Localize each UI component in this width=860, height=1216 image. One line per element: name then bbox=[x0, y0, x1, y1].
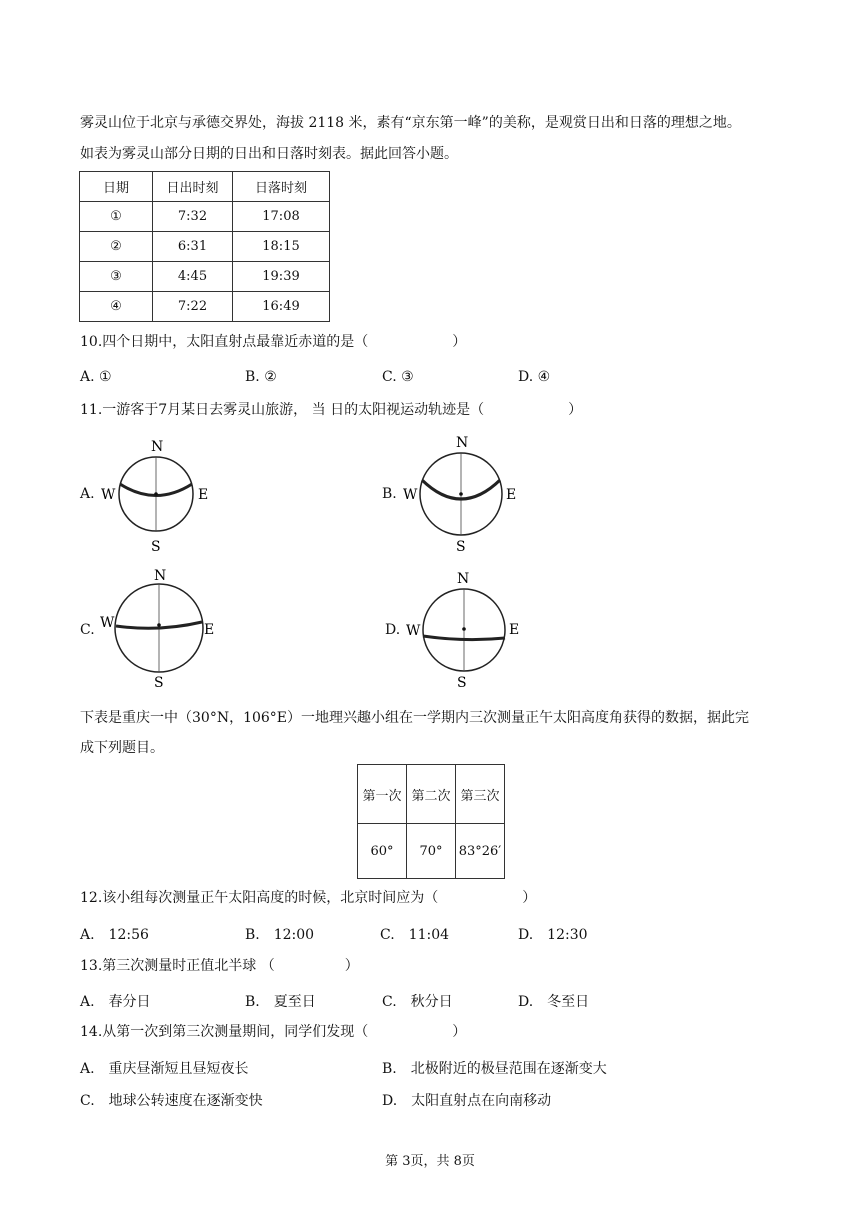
q13-option-c[interactable]: C. 秋分日 bbox=[382, 994, 453, 1010]
q11-option-a-label[interactable]: A. bbox=[80, 486, 95, 502]
q10-option-b[interactable]: B. ② bbox=[245, 369, 277, 385]
table-cell: 7:22 bbox=[153, 292, 233, 322]
sun-altitude-table bbox=[357, 764, 505, 879]
sun-path-diagram-d[interactable] bbox=[402, 566, 532, 690]
q11-option-c-label[interactable]: C. bbox=[80, 622, 95, 638]
intro2-line-1: 下表是重庆一中（30°N，106°E）一地理兴趣小组在一学期内三次测量正午太阳高度角获得的数据，据此完 bbox=[80, 710, 750, 726]
table-row bbox=[80, 232, 330, 262]
table-cell: 83°26′ bbox=[456, 824, 505, 879]
table-header-row bbox=[358, 765, 505, 824]
intro-line-1: 雾灵山位于北京与承德交界处，海拔 2118 米，素有“京东第一峰”的美称，是观赏日出和日落的理想之地。 bbox=[80, 115, 741, 131]
q13-option-d[interactable]: D. 冬至日 bbox=[518, 994, 590, 1010]
sun-path-diagram-b[interactable] bbox=[398, 430, 528, 556]
south-label: S bbox=[154, 675, 164, 690]
page-footer: 第 3页，共 8页 bbox=[385, 1154, 475, 1169]
observer-dot bbox=[157, 623, 161, 627]
table-cell: 4:45 bbox=[153, 262, 233, 292]
q14-option-b[interactable]: B. 北极附近的极昼范围在逐渐变大 bbox=[382, 1061, 607, 1077]
q11-option-b-label[interactable]: B. bbox=[382, 486, 397, 502]
west-label: W bbox=[406, 623, 421, 639]
table-cell: 7:32 bbox=[153, 202, 233, 232]
q11-option-d-label[interactable]: D. bbox=[385, 622, 401, 638]
question-10-stem: 10.四个日期中，太阳直射点最靠近赤道的是（ ） bbox=[80, 334, 467, 350]
sun-path-diagram-c[interactable] bbox=[96, 566, 226, 690]
table-header-cell: 日落时刻 bbox=[233, 172, 330, 202]
sunrise-sunset-table bbox=[79, 171, 330, 322]
q13-option-a[interactable]: A. 春分日 bbox=[80, 994, 151, 1010]
q10-option-c[interactable]: C. ③ bbox=[382, 369, 414, 385]
north-label: N bbox=[456, 435, 469, 451]
table-row bbox=[80, 292, 330, 322]
west-label: W bbox=[100, 615, 115, 631]
question-14-stem: 14.从第一次到第三次测量期间，同学们发现（ ） bbox=[80, 1024, 467, 1040]
q10-option-d[interactable]: D. ④ bbox=[518, 369, 551, 385]
q12-option-d[interactable]: D. 12:30 bbox=[518, 927, 588, 943]
intro2-line-2: 成下列题目。 bbox=[80, 740, 164, 756]
table-cell: 6:31 bbox=[153, 232, 233, 262]
table-row bbox=[358, 824, 505, 879]
east-label: E bbox=[509, 622, 520, 638]
q14-option-c[interactable]: C. 地球公转速度在逐渐变快 bbox=[80, 1093, 263, 1109]
q14-option-a[interactable]: A. 重庆昼渐短且昼短夜长 bbox=[80, 1061, 249, 1077]
table-cell: ③ bbox=[80, 262, 153, 292]
west-label: W bbox=[403, 487, 418, 503]
q12-option-c[interactable]: C. 11:04 bbox=[380, 927, 450, 943]
sun-path-diagram-a[interactable] bbox=[96, 432, 226, 556]
table-header-cell: 第三次 bbox=[456, 765, 505, 824]
north-label: N bbox=[457, 571, 470, 587]
table-header-cell: 日出时刻 bbox=[153, 172, 233, 202]
north-label: N bbox=[154, 568, 167, 584]
intro-line-2: 如表为雾灵山部分日期的日出和日落时刻表。据此回答小题。 bbox=[80, 146, 458, 162]
table-cell: 18:15 bbox=[233, 232, 330, 262]
table-cell: 16:49 bbox=[233, 292, 330, 322]
table-header-cell: 第一次 bbox=[358, 765, 407, 824]
question-11-stem: 11.一游客于7月某日去雾灵山旅游， 当 日的太阳视运动轨迹是（ ） bbox=[80, 402, 583, 418]
observer-dot bbox=[154, 492, 158, 496]
observer-dot bbox=[459, 492, 463, 496]
observer-dot bbox=[462, 627, 466, 631]
table-cell: 70° bbox=[407, 824, 456, 879]
table-cell: ④ bbox=[80, 292, 153, 322]
q10-option-a[interactable]: A. ① bbox=[80, 369, 112, 385]
question-13-stem: 13.第三次测量时正值北半球 （ ） bbox=[80, 958, 359, 974]
table-cell: ② bbox=[80, 232, 153, 262]
table-row bbox=[80, 202, 330, 232]
q12-option-b[interactable]: B. 12:00 bbox=[245, 927, 315, 943]
south-label: S bbox=[456, 539, 466, 555]
question-12-stem: 12.该小组每次测量正午太阳高度的时候，北京时间应为（ ） bbox=[80, 890, 537, 906]
east-label: E bbox=[204, 622, 215, 638]
q14-option-d[interactable]: D. 太阳直射点在向南移动 bbox=[382, 1093, 552, 1109]
table-cell: 17:08 bbox=[233, 202, 330, 232]
south-label: S bbox=[151, 539, 161, 555]
table-row bbox=[80, 262, 330, 292]
table-cell: 60° bbox=[358, 824, 407, 879]
east-label: E bbox=[198, 487, 209, 503]
north-label: N bbox=[151, 439, 164, 455]
table-cell: 19:39 bbox=[233, 262, 330, 292]
table-cell: ① bbox=[80, 202, 153, 232]
q12-option-a[interactable]: A. 12:56 bbox=[80, 927, 149, 943]
south-label: S bbox=[457, 675, 467, 690]
east-label: E bbox=[506, 487, 517, 503]
table-header-row bbox=[80, 172, 330, 202]
table-header-cell: 日期 bbox=[80, 172, 153, 202]
q13-option-b[interactable]: B. 夏至日 bbox=[245, 994, 316, 1010]
table-header-cell: 第二次 bbox=[407, 765, 456, 824]
west-label: W bbox=[101, 487, 116, 503]
